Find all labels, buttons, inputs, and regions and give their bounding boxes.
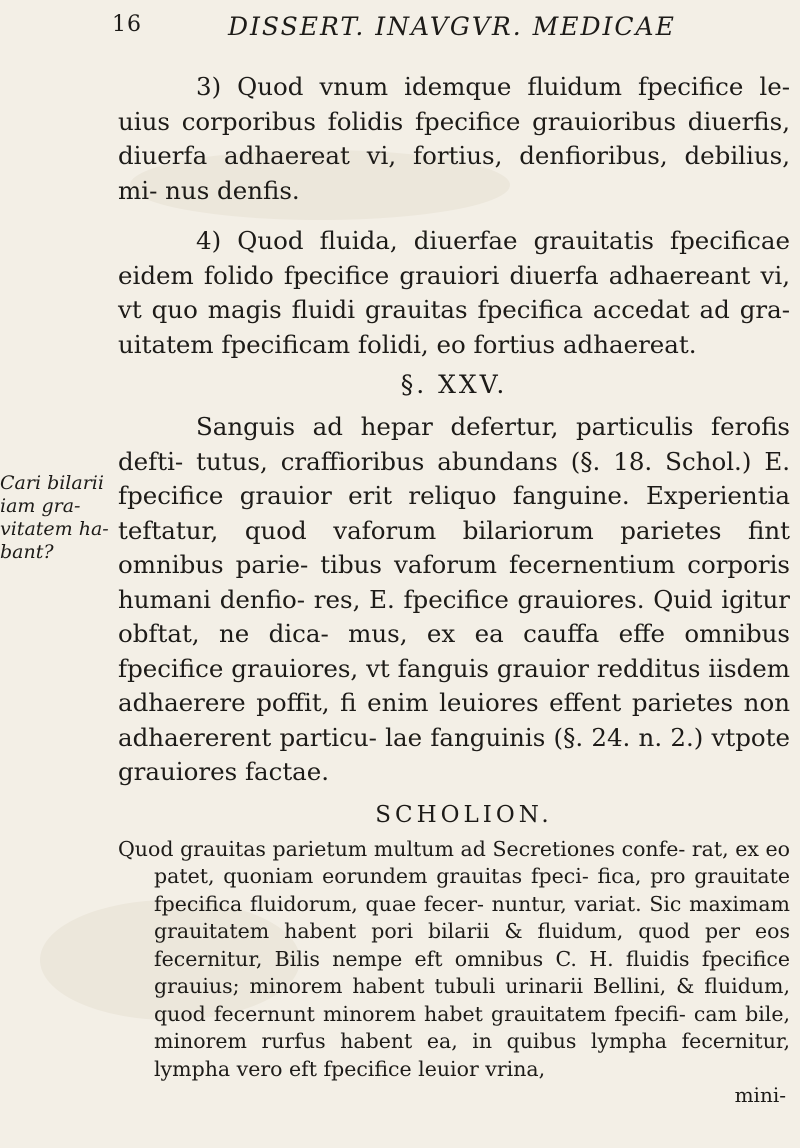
paragraph-4: 4) Quod fluida, diuerfae grauitatis fpecificae eidem folido fpecifice grauiori diuerfa adhaereant vi, vt quo magis fluidi grauitas fpecifica accedat ad gra- uitatem fpecificam folidi, eo fortius adhaereat.	[118, 226, 790, 359]
margin-note	[0, 472, 109, 564]
running-head	[0, 12, 800, 52]
margin-note-line: Cari bilarii	[0, 472, 104, 494]
section-heading: §. XXV.	[400, 370, 508, 399]
paragraph-3: 3) Quod vnum idemque fluidum fpecifice le- uius corporibus folidis fpecifice grauioribus diuerfis, diuerfa adhaereat vi, fortius, denfioribus, debilius, mi- nus denfis.	[118, 72, 790, 205]
margin-note-line: bant?	[0, 541, 54, 563]
page-number: 16	[112, 12, 142, 37]
scholion-heading: SCHOLION.	[375, 801, 553, 828]
running-title: DISSERT. INAVGVR. MEDICAE	[228, 12, 676, 41]
paragraph-xxv: Sanguis ad hepar defertur, particulis ferofis defti- tutus, craffioribus abundans (§. 18. Schol.) E. fpecifice grauior erit reliquo fanguine. Experientia teftatur, quod vaforum bilariorum parietes fint omnibus parie- tibus vaforum fecernentium corporis humani denfio- res, E. fpecifice grauiores. Quid igitur obftat, ne dica- mus, ex ea cauffa effe omnibus fpecifice grauiores, vt fanguis grauior redditus iisdem adhaerere poffit, fi enim leuiores effent parietes non adhaererent particu- lae fanguinis (§. 24. n. 2.) vtpote grauiores factae.	[118, 412, 790, 786]
scholion-text: Quod grauitas parietum multum ad Secretiones confe- rat, ex eo patet, quoniam eorundem grauitas fpeci- fica, pro grauitate fpecifica fluidorum, quae fecer- nuntur, variat. Sic maximam grauitatem habent pori bilarii & fluidum, quod per eos fecernitur, Bilis nempe eft omnibus C. H. fluidis fpecifice grauius; minorem habent tubuli urinarii Bellini, & fluidum, quod fecernunt minorem habet grauitatem fpecifi- cam bile, minorem rurfus habent ea, in quibus lympha fecernitur, lympha vero eft fpecifice leuior vrina,	[118, 836, 790, 1081]
margin-note-line: vitatem ha-	[0, 518, 109, 540]
main-text	[118, 70, 790, 1107]
catchword: mini-	[734, 1083, 786, 1107]
margin-note-line: iam gra-	[0, 495, 81, 517]
